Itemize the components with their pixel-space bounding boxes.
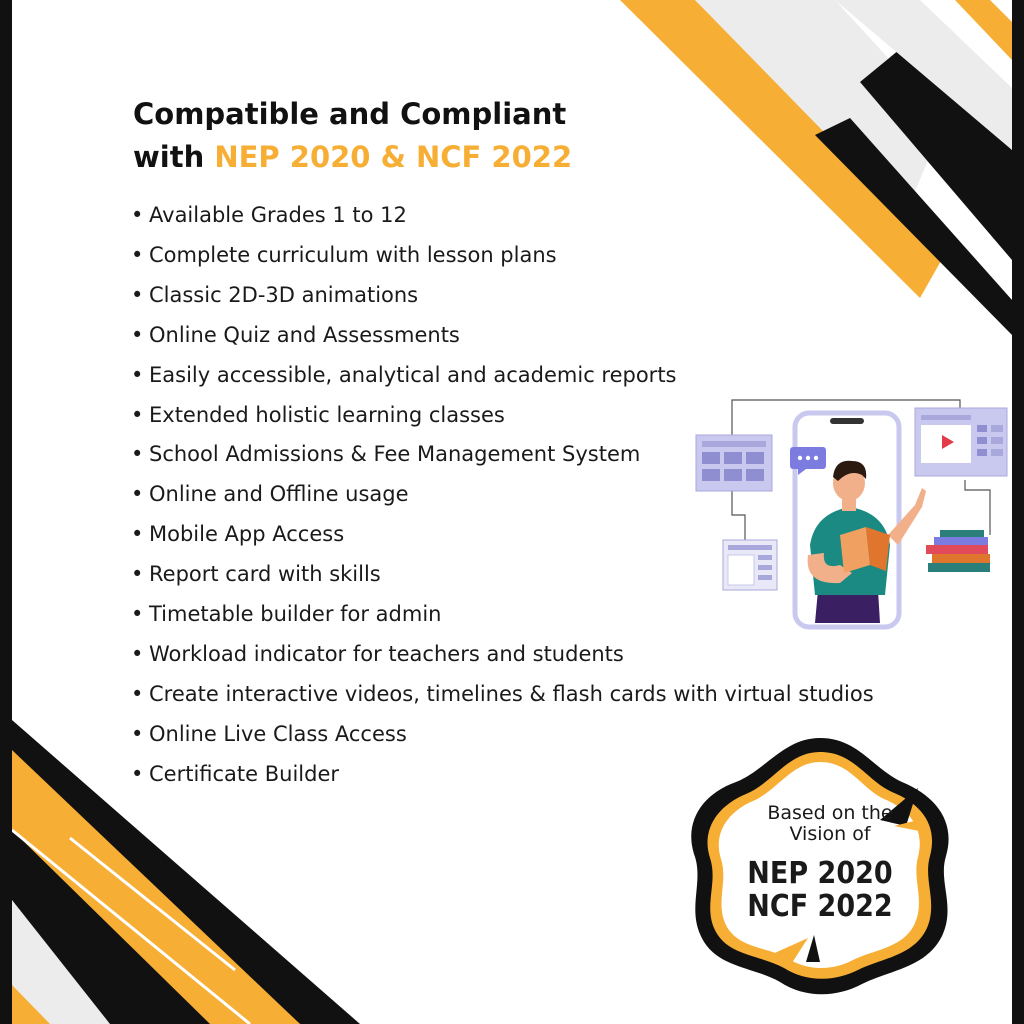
teacher-phone-illustration: [690, 395, 1010, 635]
feature-item: • Available Grades 1 to 12: [131, 196, 874, 236]
right-edge-strip: [1012, 0, 1024, 1024]
video-panel: [915, 408, 1007, 476]
feature-item: • Complete curriculum with lesson plans: [131, 236, 874, 276]
feature-item: • Mobile App Access: [131, 515, 874, 555]
open-book: [840, 527, 890, 573]
heading-line-2-prefix: with: [133, 140, 215, 174]
badge-title: [721, 857, 919, 923]
feature-item: • Timetable builder for admin: [131, 595, 874, 635]
feature-item: • Create interactive videos, timelines & flash cards with virtual studios: [131, 675, 874, 715]
badge-subtitle: [720, 803, 940, 845]
feature-item: • Workload indicator for teachers and students: [131, 635, 874, 675]
heading-line-2-accent: NEP 2020 & NCF 2022: [214, 140, 573, 174]
badge-line-1: Based on the: [767, 802, 893, 824]
badge-line-2: Vision of: [789, 823, 871, 845]
document-panel: [723, 540, 777, 590]
feature-item: • Classic 2D-3D animations: [131, 276, 874, 316]
left-edge-strip: [0, 0, 12, 1024]
dashboard-panel-left: [696, 435, 772, 491]
feature-item: • Online and Offline usage: [131, 475, 874, 515]
feature-item: • Online Live Class Access: [131, 715, 874, 755]
badge-line-4: NCF 2022: [747, 889, 893, 924]
feature-item: • Easily accessible, analytical and academic reports: [131, 356, 874, 396]
feature-item: • School Admissions & Fee Management System: [131, 435, 874, 475]
badge-line-3: NEP 2020: [747, 856, 893, 891]
feature-item: • Certificate Builder: [131, 755, 874, 795]
heading-line-1: Compatible and Compliant: [133, 97, 567, 131]
feature-item: • Online Quiz and Assessments: [131, 316, 874, 356]
page-heading: [133, 93, 572, 179]
feature-item: • Extended holistic learning classes: [131, 396, 874, 436]
feature-item: • Report card with skills: [131, 555, 874, 595]
book-stack-icon: [926, 530, 990, 572]
